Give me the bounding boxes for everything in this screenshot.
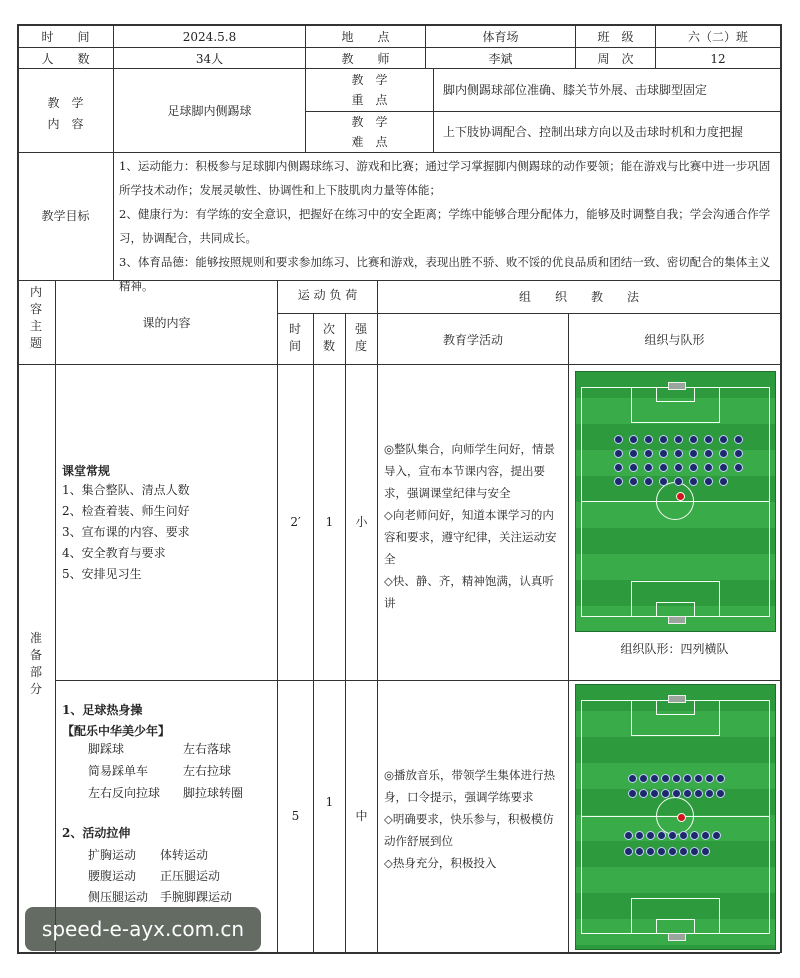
- student-marker: [683, 789, 692, 798]
- student-marker: [659, 477, 668, 486]
- student-marker: [614, 477, 623, 486]
- student-marker: [668, 847, 677, 856]
- content-header: 课的内容: [142, 316, 191, 330]
- student-marker: [657, 847, 666, 856]
- student-marker: [629, 435, 638, 444]
- student-marker: [644, 449, 653, 458]
- student-marker: [639, 774, 648, 783]
- student-marker: [624, 831, 633, 840]
- count-label: 人 数: [41, 52, 90, 66]
- week-label: 周 次: [597, 52, 634, 66]
- key-point-label: 教 学 重 点: [351, 73, 388, 107]
- student-marker: [683, 774, 692, 783]
- student-marker: [704, 477, 713, 486]
- student-marker: [719, 449, 728, 458]
- student-marker: [716, 774, 725, 783]
- method-header: 组 织 教 法: [518, 290, 639, 304]
- student-marker: [704, 435, 713, 444]
- student-marker: [719, 477, 728, 486]
- objectives-label: 教学目标: [41, 209, 90, 223]
- row1-intensity: 小: [355, 515, 368, 529]
- move-item: 左右落球: [183, 742, 232, 756]
- difficult-point-value: 上下肢协调配合、控制出球方向以及击球时机和力度把握: [443, 125, 744, 139]
- stretch-item: 手腕脚踝运动: [160, 890, 233, 904]
- student-marker: [629, 463, 638, 472]
- place-label: 地 点: [341, 30, 390, 44]
- row1-activity: ◎整队集合，向师学生问好，情景导入，宣布本节课内容，提出要求，强调课堂纪律与安全 ◇向老师问好，知道本课学习的内容和要求，遵守纪律，关注运动安全 ◇快、静、齐，精神饱满，认真听讲: [384, 442, 557, 610]
- student-marker: [644, 477, 653, 486]
- teacher-marker: [676, 492, 685, 501]
- student-marker: [674, 449, 683, 458]
- student-marker: [689, 435, 698, 444]
- content-value: 足球脚内侧踢球: [167, 104, 252, 118]
- count-value: 34人: [195, 52, 224, 66]
- time-header: 时间: [288, 322, 301, 353]
- soccer-field-diagram-2: [575, 684, 776, 950]
- student-marker: [672, 774, 681, 783]
- move-item: 左右拉球: [183, 764, 232, 778]
- student-marker: [672, 789, 681, 798]
- teacher-marker: [677, 813, 686, 822]
- student-marker: [694, 789, 703, 798]
- teacher-label: 教 师: [341, 52, 390, 66]
- student-marker: [635, 831, 644, 840]
- content-label: 教 学 内 容: [47, 96, 84, 131]
- student-marker: [734, 435, 743, 444]
- student-marker: [704, 449, 713, 458]
- student-marker: [689, 463, 698, 472]
- move-item: 左右反向拉球: [88, 786, 161, 800]
- student-marker: [694, 774, 703, 783]
- row2-reps: 1: [325, 795, 334, 809]
- list-item: 1、集合整队、清点人数: [62, 483, 190, 497]
- student-marker: [659, 435, 668, 444]
- student-marker: [701, 831, 710, 840]
- student-marker: [650, 789, 659, 798]
- student-marker: [674, 463, 683, 472]
- row1-reps: 1: [325, 515, 334, 529]
- student-marker: [734, 463, 743, 472]
- load-header: 运 动 负 荷: [297, 288, 358, 302]
- row2-intensity: 中: [355, 809, 368, 823]
- time-value: 2024.5.8: [182, 30, 237, 44]
- student-marker: [659, 449, 668, 458]
- list-item: 5、安排见习生: [62, 567, 142, 581]
- student-marker: [689, 477, 698, 486]
- student-marker: [646, 847, 655, 856]
- student-marker: [679, 831, 688, 840]
- student-marker: [705, 774, 714, 783]
- stretch-item: 体转运动: [160, 848, 209, 862]
- student-marker: [719, 435, 728, 444]
- place-value: 体育场: [482, 30, 519, 44]
- student-marker: [679, 847, 688, 856]
- row2-title1: 1、足球热身操: [62, 703, 143, 717]
- section-label: 准备部分: [29, 631, 42, 696]
- formation-header: 组织与队形: [644, 333, 705, 347]
- student-marker: [701, 847, 710, 856]
- row2-activity: ◎播放音乐，带领学生集体进行热身，口令提示，强调学练要求 ◇明确要求，快乐参与，积极模仿动作舒展到位 ◇热身充分，积极投入: [384, 768, 556, 870]
- week-value: 12: [710, 52, 726, 66]
- student-marker: [704, 463, 713, 472]
- student-marker: [624, 847, 633, 856]
- watermark: speed-e-ayx.com.cn: [25, 907, 261, 951]
- student-marker: [668, 831, 677, 840]
- row2-title2: 2、活动拉伸: [62, 826, 131, 840]
- move-item: 简易踩单车: [88, 764, 149, 778]
- student-marker: [657, 831, 666, 840]
- difficult-point-label: 教 学 难 点: [351, 115, 388, 149]
- student-marker: [719, 463, 728, 472]
- student-marker: [690, 831, 699, 840]
- row1-title: 课堂常规: [62, 464, 111, 478]
- soccer-field-diagram: [575, 371, 776, 632]
- stretch-item: 侧压腿运动: [88, 890, 149, 904]
- class-value: 六（二）班: [687, 30, 748, 44]
- stretch-item: 正压腿运动: [160, 869, 221, 883]
- list-item: 2、检查着装、师生问好: [62, 504, 190, 518]
- student-marker: [716, 789, 725, 798]
- student-marker: [614, 449, 623, 458]
- stretch-item: 扩胸运动: [88, 848, 137, 862]
- student-marker: [712, 831, 721, 840]
- student-marker: [635, 847, 644, 856]
- student-marker: [629, 477, 638, 486]
- move-item: 脚踩球: [88, 742, 125, 756]
- student-marker: [690, 847, 699, 856]
- row2-music: 【配乐中华美少年】: [62, 724, 171, 738]
- student-marker: [614, 463, 623, 472]
- student-marker: [614, 435, 623, 444]
- row1-formation-caption: 组织队形：四列横队: [620, 642, 729, 656]
- student-marker: [628, 774, 637, 783]
- student-marker: [628, 789, 637, 798]
- student-marker: [689, 449, 698, 458]
- student-marker: [674, 477, 683, 486]
- student-marker: [644, 463, 653, 472]
- row2-time: 5: [291, 809, 300, 823]
- stretch-item: 腰腹运动: [88, 869, 137, 883]
- activity-header: 教育学活动: [442, 333, 503, 347]
- student-marker: [644, 435, 653, 444]
- student-marker: [639, 789, 648, 798]
- teacher-value: 李斌: [488, 52, 513, 66]
- student-marker: [661, 789, 670, 798]
- student-marker: [661, 774, 670, 783]
- row1-items: [62, 480, 190, 585]
- list-item: 4、安全教育与要求: [62, 546, 166, 560]
- student-marker: [659, 463, 668, 472]
- intensity-header: 强度: [354, 322, 367, 353]
- student-marker: [646, 831, 655, 840]
- student-marker: [650, 774, 659, 783]
- row1-time: 2′: [290, 515, 301, 529]
- list-item: 3、宣布课的内容、要求: [62, 525, 190, 539]
- key-point-value: 脚内侧踢球部位准确、膝关节外展、击球脚型固定: [443, 83, 708, 97]
- student-marker: [734, 449, 743, 458]
- reps-header: 次数: [322, 322, 335, 353]
- topic-header: 内容主题: [29, 285, 42, 350]
- student-marker: [629, 449, 638, 458]
- objectives-text: 1、运动能力：积极参与足球脚内侧踢球练习、游戏和比赛；通过学习掌握脚内侧踢球的动作要领；能在游戏与比赛中进一步巩固所学技术动作；发展灵敏性、协调性和上下肢肌肉力量等体能； 2、健康行为：有学练的安全意识，把握好在练习中的安全距离；学练中能够合理分配体力，能够及时调整自我；学会沟通合作学习，协调配合，共同成长。 3、体育品德：能够按照规则和要求参加练习、比赛和游戏，表现出胜不骄、败不馁的优良品质和团结一致、密切配合的集体主义精神。: [119, 159, 771, 293]
- time-label: 时 间: [41, 30, 90, 44]
- class-label: 班 级: [597, 30, 634, 44]
- student-marker: [705, 789, 714, 798]
- student-marker: [674, 435, 683, 444]
- move-item: 脚拉球转圈: [183, 786, 244, 800]
